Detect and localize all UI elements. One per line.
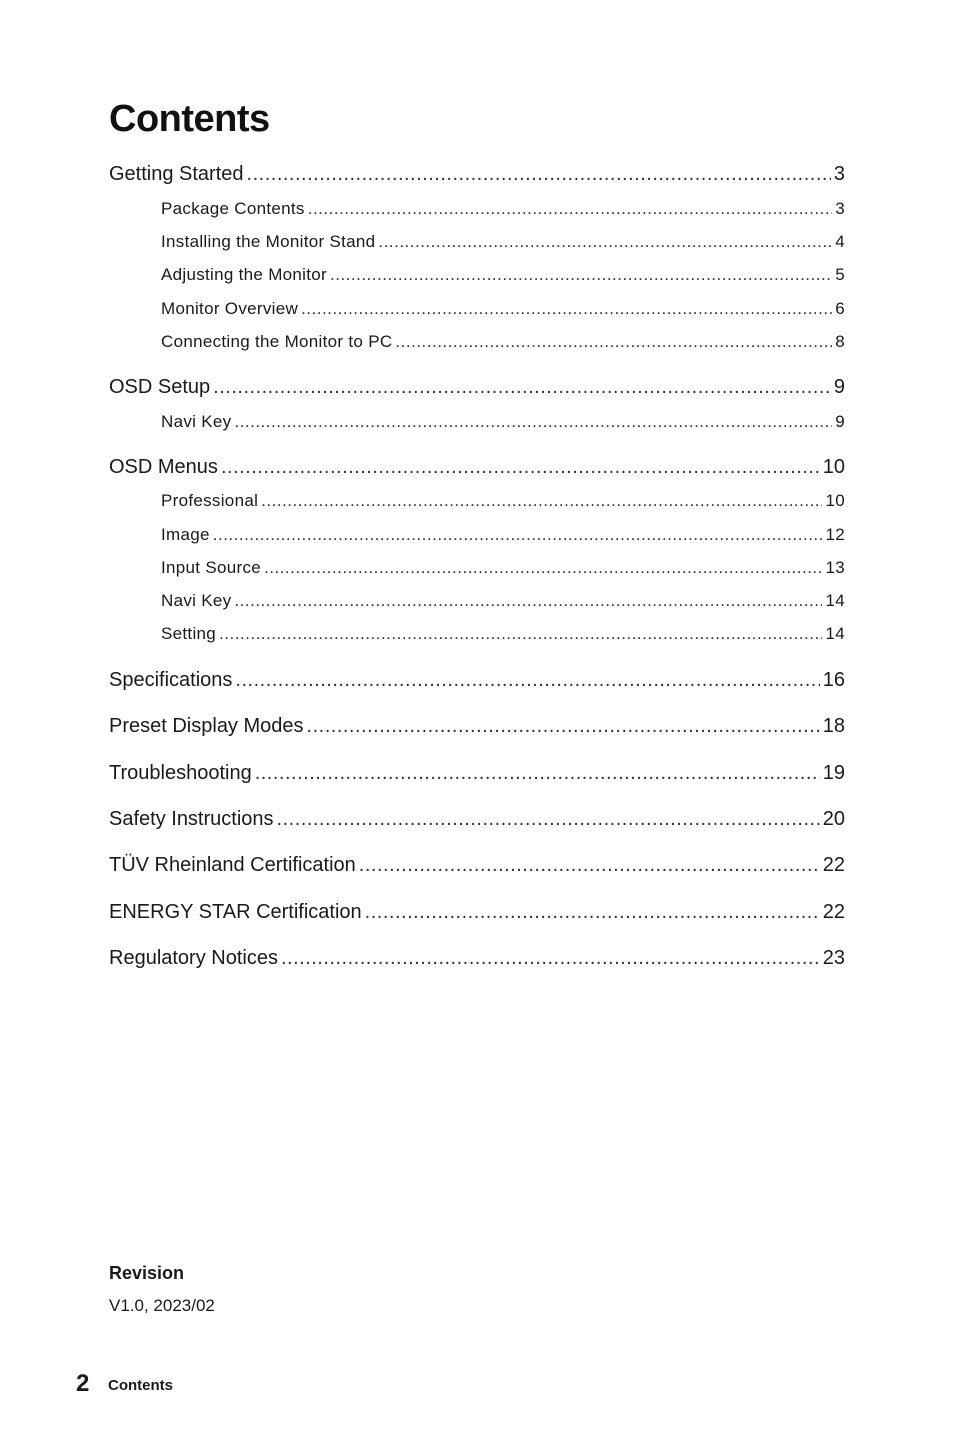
toc-dot-leader [359,854,820,877]
toc-dot-leader [330,265,832,285]
toc-dot-leader [264,558,822,578]
toc-dot-leader [307,715,820,738]
toc-page-number: 6 [835,299,845,318]
toc-page-number: 12 [825,525,845,544]
toc-dot-leader [235,669,819,692]
toc-entry-label: Regulatory Notices [109,947,278,969]
toc-entry-label: Package Contents [161,199,305,218]
toc-dot-leader [277,808,820,831]
toc-dot-leader [247,163,831,186]
toc-entry-label: OSD Setup [109,376,211,398]
toc-dot-leader [395,332,832,352]
toc-entry-label: Adjusting the Monitor [161,265,327,284]
toc-dot-leader [219,624,822,644]
toc-dot-leader [261,491,822,511]
toc-dot-leader [221,456,820,479]
toc-page-number: 3 [833,163,845,185]
toc-page-number: 5 [835,265,845,284]
toc-subentry[interactable] [161,232,845,252]
toc-subentry[interactable] [161,558,845,578]
toc-dot-leader [281,947,820,970]
toc-entry-label: Installing the Monitor Stand [161,232,376,251]
toc-entry-label: Navi Key [161,412,232,431]
toc-entry-label: Setting [161,624,217,643]
page-title: Contents [109,98,270,140]
toc-page-number: 22 [822,901,845,923]
toc-dot-leader [301,299,832,319]
toc-dot-leader [365,901,820,924]
toc-dot-leader [308,199,833,219]
toc-subentry[interactable] [161,412,845,432]
toc-entry[interactable] [109,163,845,186]
toc-entry-label: Monitor Overview [161,299,299,318]
toc-subentry[interactable] [161,299,845,319]
toc-entry-label: Professional [161,491,259,510]
toc-subentry[interactable] [161,491,845,511]
toc-dot-leader [234,412,832,432]
toc-entry-label: ENERGY STAR Certification [109,901,362,923]
toc-subentry[interactable] [161,332,845,352]
toc-entry[interactable] [109,669,845,692]
toc-page-number: 19 [822,762,845,784]
toc-entry-label: Navi Key [161,591,232,610]
toc-entry-label: Connecting the Monitor to PC [161,332,393,351]
toc-entry[interactable] [109,808,845,831]
toc-entry-label: Troubleshooting [109,762,252,784]
toc-subentry[interactable] [161,199,845,219]
toc-entry-label: OSD Menus [109,456,218,478]
toc-entry[interactable] [109,762,845,785]
toc-subentry[interactable] [161,591,845,611]
toc-page-number: 10 [825,491,845,510]
toc-page-number: 18 [822,715,845,737]
toc-entry-label: Image [161,525,210,544]
revision-label: Revision [109,1263,185,1283]
toc-page-number: 4 [835,232,845,251]
toc-dot-leader [378,232,832,252]
toc-subentry[interactable] [161,525,845,545]
toc-page-number: 14 [825,591,845,610]
toc-entry[interactable] [109,854,845,877]
toc-entry-label: Input Source [161,558,261,577]
toc-page-number: 8 [835,332,845,351]
toc-page-number: 22 [822,854,845,876]
toc-page-number: 9 [835,412,845,431]
toc-page-number: 9 [833,376,845,398]
toc-page-number: 3 [835,199,845,218]
toc-subentry[interactable] [161,265,845,285]
toc-dot-leader [234,591,822,611]
toc-page-number: 16 [822,669,845,691]
toc-entry-label: Safety Instructions [109,808,274,830]
toc-entry[interactable] [109,947,845,970]
toc-entry[interactable] [109,456,845,479]
toc-page-number: 13 [825,558,845,577]
toc-entry[interactable] [109,901,845,924]
toc-entry-label: TÜV Rheinland Certification [109,854,356,876]
toc-entry-label: Specifications [109,669,233,691]
footer-section-label: Contents [108,1377,173,1394]
toc-entry[interactable] [109,376,845,399]
toc-page-number: 10 [822,456,845,478]
revision-value: V1.0, 2023/02 [109,1296,215,1315]
toc-page-number: 20 [822,808,845,830]
footer-page-number: 2 [76,1370,90,1397]
toc-subentry[interactable] [161,624,845,644]
toc-dot-leader [255,762,820,785]
toc-entry-label: Preset Display Modes [109,715,304,737]
toc-entry[interactable] [109,715,845,738]
toc-page-number: 23 [822,947,845,969]
toc-dot-leader [213,525,823,545]
toc-dot-leader [213,376,831,399]
toc-page-number: 14 [825,624,845,643]
toc-entry-label: Getting Started [109,163,244,185]
